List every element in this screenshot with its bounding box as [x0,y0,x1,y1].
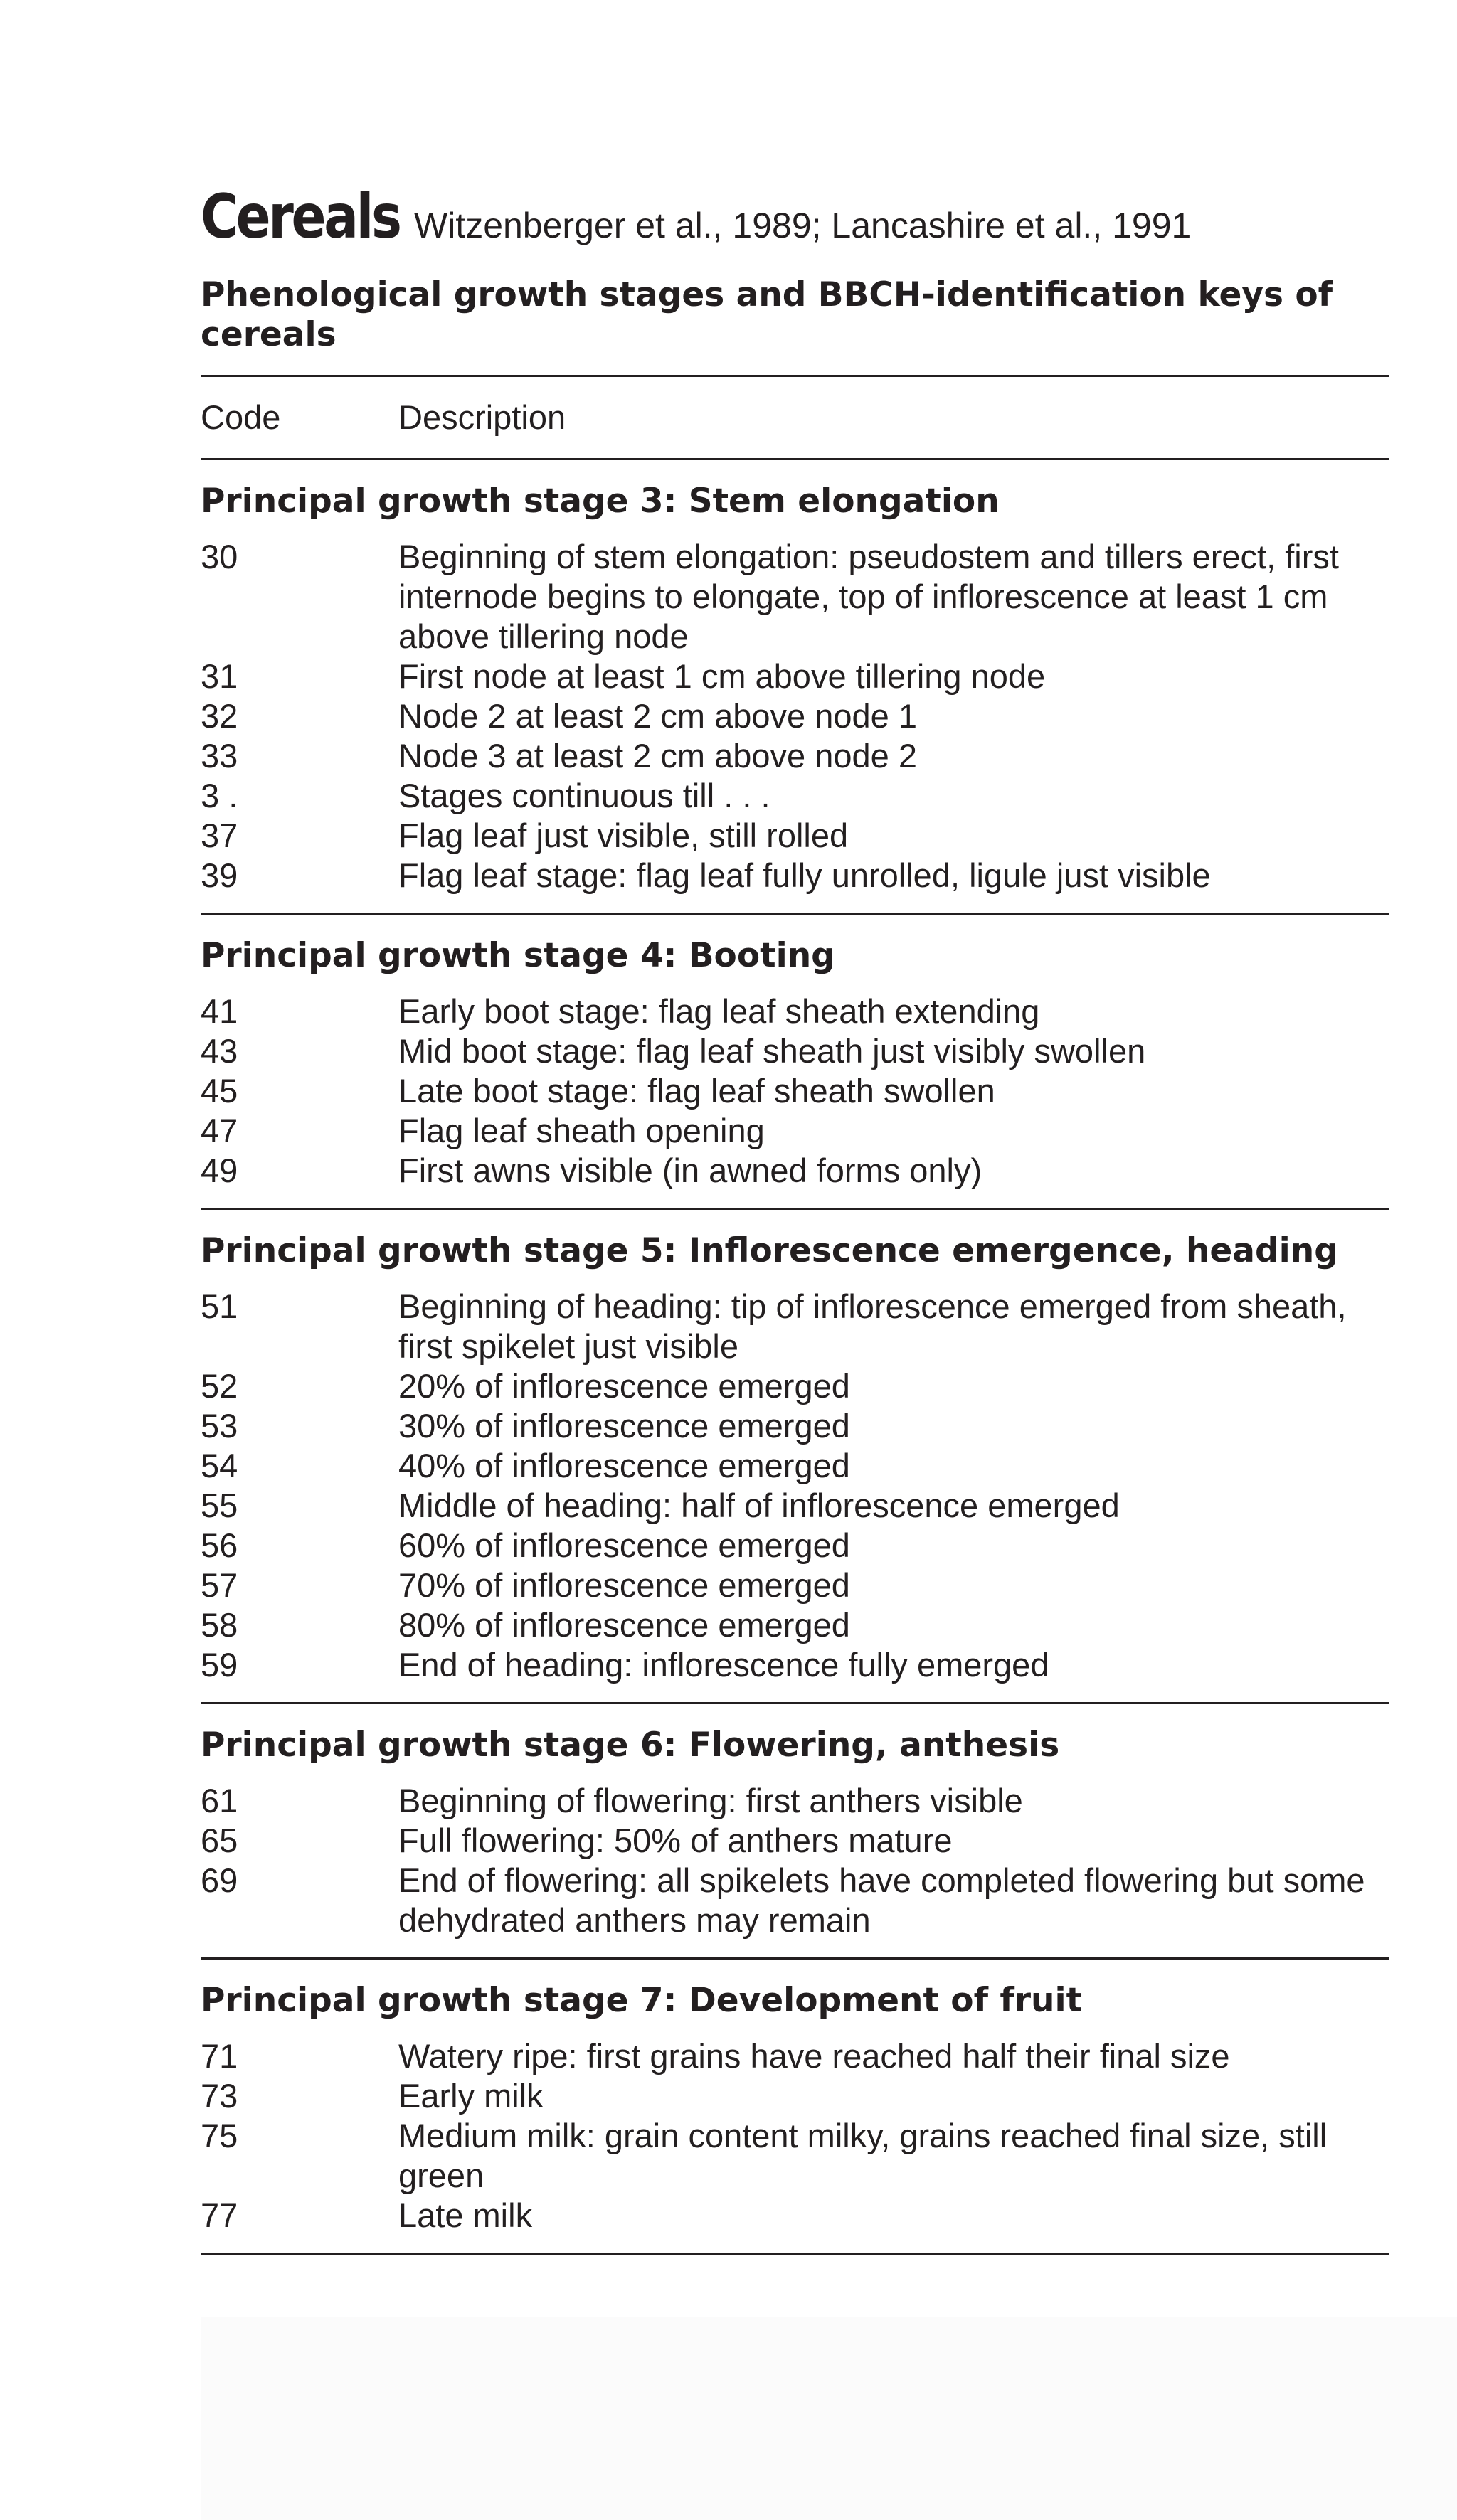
column-header-description: Description [398,398,566,437]
stage-heading: Principal growth stage 6: Flowering, anthesis [201,1725,1060,1765]
stage-section [201,1704,1389,1957]
stage-section [201,1210,1389,1702]
stage-heading: Principal growth stage 4: Booting [201,935,835,975]
row-code: 47 [201,1111,238,1149]
table-row [201,1486,1389,1526]
row-code: 55 [201,1486,238,1524]
row-description: Early boot stage: flag leaf sheath extending [398,991,1040,1030]
row-description: First node at least 1 cm above tillering node [398,656,1046,695]
row-code: 43 [201,1031,238,1070]
row-code: 45 [201,1071,238,1110]
row-description: Beginning of stem elongation: pseudostem and tillers erect, first internode begins to elongate, top of inflorescence at least 1 cm above tillering node [398,537,1339,655]
stages-table-body [201,458,1389,2255]
row-description: Stages continuous till . . . [398,776,770,814]
row-description: 60% of inflorescence emerged [398,1526,850,1564]
table-row [201,1366,1389,1406]
table-row [201,1071,1389,1111]
row-code: 39 [201,856,238,894]
page-footer-shade [201,2317,1457,2520]
row-code: 31 [201,656,238,695]
table-row [201,1605,1389,1645]
row-code: 51 [201,1287,238,1325]
table-row [201,2196,1389,2235]
row-code: 32 [201,696,238,735]
table-row [201,1821,1389,1861]
row-description: Mid boot stage: flag leaf sheath just visibly swollen [398,1031,1146,1070]
row-code: 59 [201,1645,238,1684]
table-row [201,1287,1389,1366]
table-row [201,1861,1389,1940]
table-row [201,1526,1389,1565]
row-code: 61 [201,1781,238,1819]
row-description: Beginning of flowering: first anthers visible [398,1781,1023,1819]
table-row [201,1781,1389,1821]
table-row [201,1565,1389,1605]
row-code: 30 [201,537,238,575]
table-row [201,1406,1389,1446]
table-header [201,377,1389,458]
row-description: 30% of inflorescence emerged [398,1406,850,1445]
row-code: 75 [201,2116,238,2154]
row-code: 58 [201,1605,238,1644]
row-code: 49 [201,1151,238,1189]
row-description: Middle of heading: half of inflorescence emerged [398,1486,1120,1524]
table-row [201,1031,1389,1071]
row-description: 40% of inflorescence emerged [398,1446,850,1484]
row-code: 73 [201,2076,238,2115]
row-description: 70% of inflorescence emerged [398,1565,850,1604]
row-description: Full flowering: 50% of anthers mature [398,1821,953,1859]
row-code: 77 [201,2196,238,2234]
table-row [201,856,1389,895]
title-reference: Witzenberger et al., 1989; Lancashire et al., 1991 [414,206,1192,245]
row-description: Flag leaf just visible, still rolled [398,816,849,854]
table-row [201,1645,1389,1685]
row-description: First awns visible (in awned forms only) [398,1151,982,1189]
row-code: 33 [201,736,238,775]
row-description: Early milk [398,2076,544,2115]
table-row [201,696,1389,736]
row-description: Node 3 at least 2 cm above node 2 [398,736,917,775]
row-code: 69 [201,1861,238,1899]
row-code: 52 [201,1366,238,1405]
row-code: 71 [201,2036,238,2075]
row-description: Late milk [398,2196,533,2234]
table-row [201,2076,1389,2116]
table-row [201,816,1389,856]
row-code: 54 [201,1446,238,1484]
row-description: End of heading: inflorescence fully emerged [398,1645,1049,1684]
row-code: 53 [201,1406,238,1445]
row-description: Flag leaf stage: flag leaf fully unrolled, ligule just visible [398,856,1211,894]
row-code: 56 [201,1526,238,1564]
row-description: Node 2 at least 2 cm above node 1 [398,696,917,735]
table-row [201,1111,1389,1151]
table-row [201,2116,1389,2196]
row-description: 20% of inflorescence emerged [398,1366,850,1405]
stage-section [201,915,1389,1208]
row-description: 80% of inflorescence emerged [398,1605,850,1644]
row-description: Medium milk: grain content milky, grains reached final size, still green [398,2116,1328,2194]
row-description: Flag leaf sheath opening [398,1111,765,1149]
table-row [201,656,1389,696]
row-code: 3 . [201,776,238,814]
table-row [201,1151,1389,1191]
table-row [201,991,1389,1031]
row-description: Beginning of heading: tip of inflorescence emerged from sheath, first spikelet just visible [398,1287,1347,1365]
table-row [201,776,1389,816]
stage-heading: Principal growth stage 3: Stem elongation [201,481,1000,521]
row-code: 37 [201,816,238,854]
row-description: Late boot stage: flag leaf sheath swollen [398,1071,995,1110]
row-code: 57 [201,1565,238,1604]
table-row [201,736,1389,776]
table-row [201,1446,1389,1486]
document-subtitle: Phenological growth stages and BBCH-identification keys of cereals [201,275,1333,354]
page-title: Cereals [201,181,400,252]
document-content [201,181,1389,2255]
column-header-code: Code [201,398,281,437]
stage-section [201,460,1389,913]
row-description: End of flowering: all spikelets have completed flowering but some dehydrated anthers may remain [398,1861,1365,1939]
stage-heading: Principal growth stage 7: Development of fruit [201,1980,1083,2020]
table-bottom-rule [201,2253,1389,2255]
row-code: 41 [201,991,238,1030]
stage-section [201,1960,1389,2253]
title-line [201,181,1389,252]
stage-heading: Principal growth stage 5: Inflorescence emergence, heading [201,1230,1338,1270]
row-code: 65 [201,1821,238,1859]
table-row [201,537,1389,656]
table-row [201,2036,1389,2076]
row-description: Watery ripe: first grains have reached half their final size [398,2036,1230,2075]
